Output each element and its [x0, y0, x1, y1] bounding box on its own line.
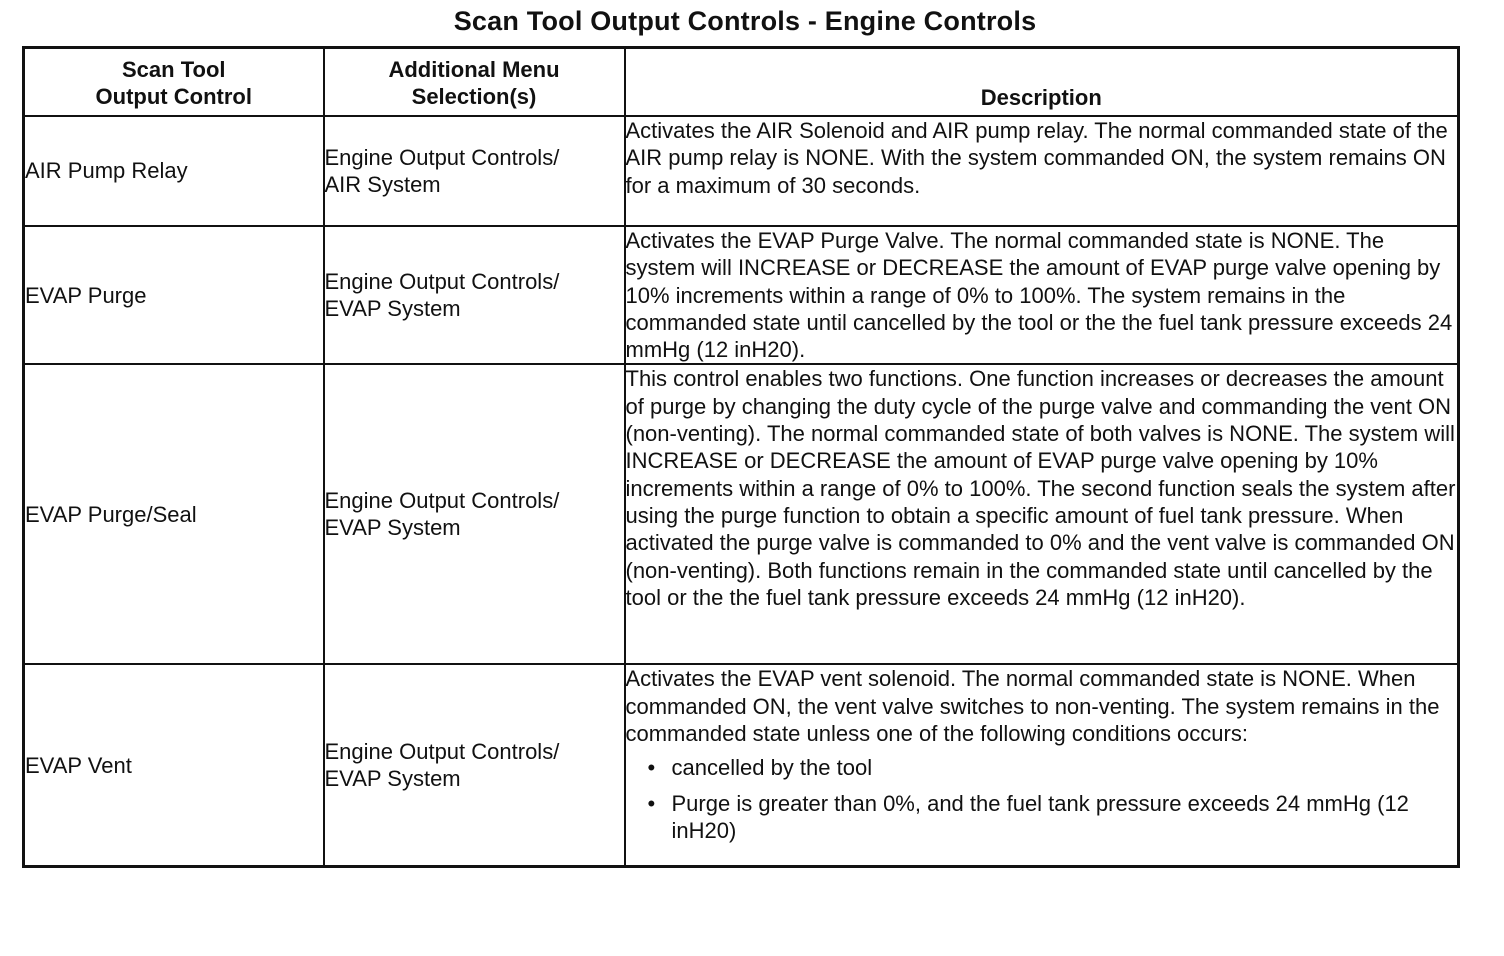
output-control-name: EVAP Vent	[24, 664, 324, 867]
table-header-row	[24, 48, 1459, 117]
table-row	[24, 116, 1459, 226]
header-output-control	[24, 48, 324, 117]
menu-selection-line-2: EVAP System	[324, 515, 461, 541]
header-output-control-line-1: Scan Tool	[122, 56, 226, 82]
description	[625, 664, 1459, 867]
menu-selection-line-1: Engine Output Controls/	[324, 739, 560, 765]
description: Activates the EVAP Purge Valve. The normal commanded state is NONE. The system will INCREASE or DECREASE the amount of EVAP purge valve opening by 10% increments within a range of 0% to 100%. The system remains in the commanded state until cancelled by the tool or the the fuel tank pressure exceeds 24 mmHg (12 inH20).	[625, 226, 1459, 364]
table-row	[24, 226, 1459, 364]
menu-selection-line-1: Engine Output Controls/	[324, 144, 560, 170]
bullet-dot-icon: •	[647, 790, 656, 816]
menu-selection	[324, 226, 625, 364]
header-description: Description	[625, 48, 1459, 117]
output-control-name: AIR Pump Relay	[24, 116, 324, 226]
header-menu-selection-line-1: Additional Menu	[388, 56, 560, 82]
header-menu-selection-line-2: Selection(s)	[411, 84, 537, 109]
list-item-text: cancelled by the tool	[671, 755, 873, 781]
page-title: Scan Tool Output Controls - Engine Controls	[453, 6, 1037, 36]
list-item	[626, 790, 1458, 845]
menu-selection-line-2: AIR System	[324, 172, 441, 197]
description: Activates the AIR Solenoid and AIR pump relay. The normal commanded state of the AIR pump relay is NONE. With the system commanded ON, the system remains ON for a maximum of 30 seconds.	[625, 116, 1459, 226]
list-item	[626, 754, 1458, 781]
menu-selection	[324, 364, 625, 664]
menu-selection-line-1: Engine Output Controls/	[324, 268, 560, 294]
menu-selection	[324, 116, 625, 226]
bullet-dot-icon: •	[647, 755, 656, 781]
menu-selection-line-2: EVAP System	[324, 296, 461, 322]
output-control-name: EVAP Purge	[24, 226, 324, 364]
description-text: Activates the EVAP vent solenoid. The normal commanded state is NONE. When commanded ON, the vent valve switches to non-venting. The system remains in the commanded state unless one of the following conditions occurs:	[625, 666, 1440, 747]
menu-selection	[324, 664, 625, 867]
description: This control enables two functions. One function increases or decreases the amount of purge by changing the duty cycle of the purge valve and commanding the vent ON (non-venting). The normal commanded state of both valves is NONE. The system will INCREASE or DECREASE the amount of EVAP purge valve opening by 10% increments within a range of 0% to 100%. The second function seals the system after using the purge function to obtain a specific amount of fuel tank pressure. When activated the purge valve is commanded to 0% and the vent valve is commanded ON (non-venting). Both functions remain in the commanded state until cancelled by the tool or the the fuel tank pressure exceeds 24 mmHg (12 inH20).	[625, 364, 1459, 664]
menu-selection-line-1: Engine Output Controls/	[324, 488, 560, 514]
list-item-text: Purge is greater than 0%, and the fuel tank pressure exceeds 24 mmHg (12 inH20)	[671, 790, 1409, 843]
table-row	[24, 664, 1459, 867]
output-controls-table	[22, 46, 1460, 868]
output-control-name: EVAP Purge/Seal	[24, 364, 324, 664]
condition-list	[626, 754, 1458, 844]
header-menu-selection	[324, 48, 625, 117]
menu-selection-line-2: EVAP System	[324, 766, 461, 792]
table-row	[24, 364, 1459, 664]
header-output-control-line-2: Output Control	[95, 84, 252, 109]
